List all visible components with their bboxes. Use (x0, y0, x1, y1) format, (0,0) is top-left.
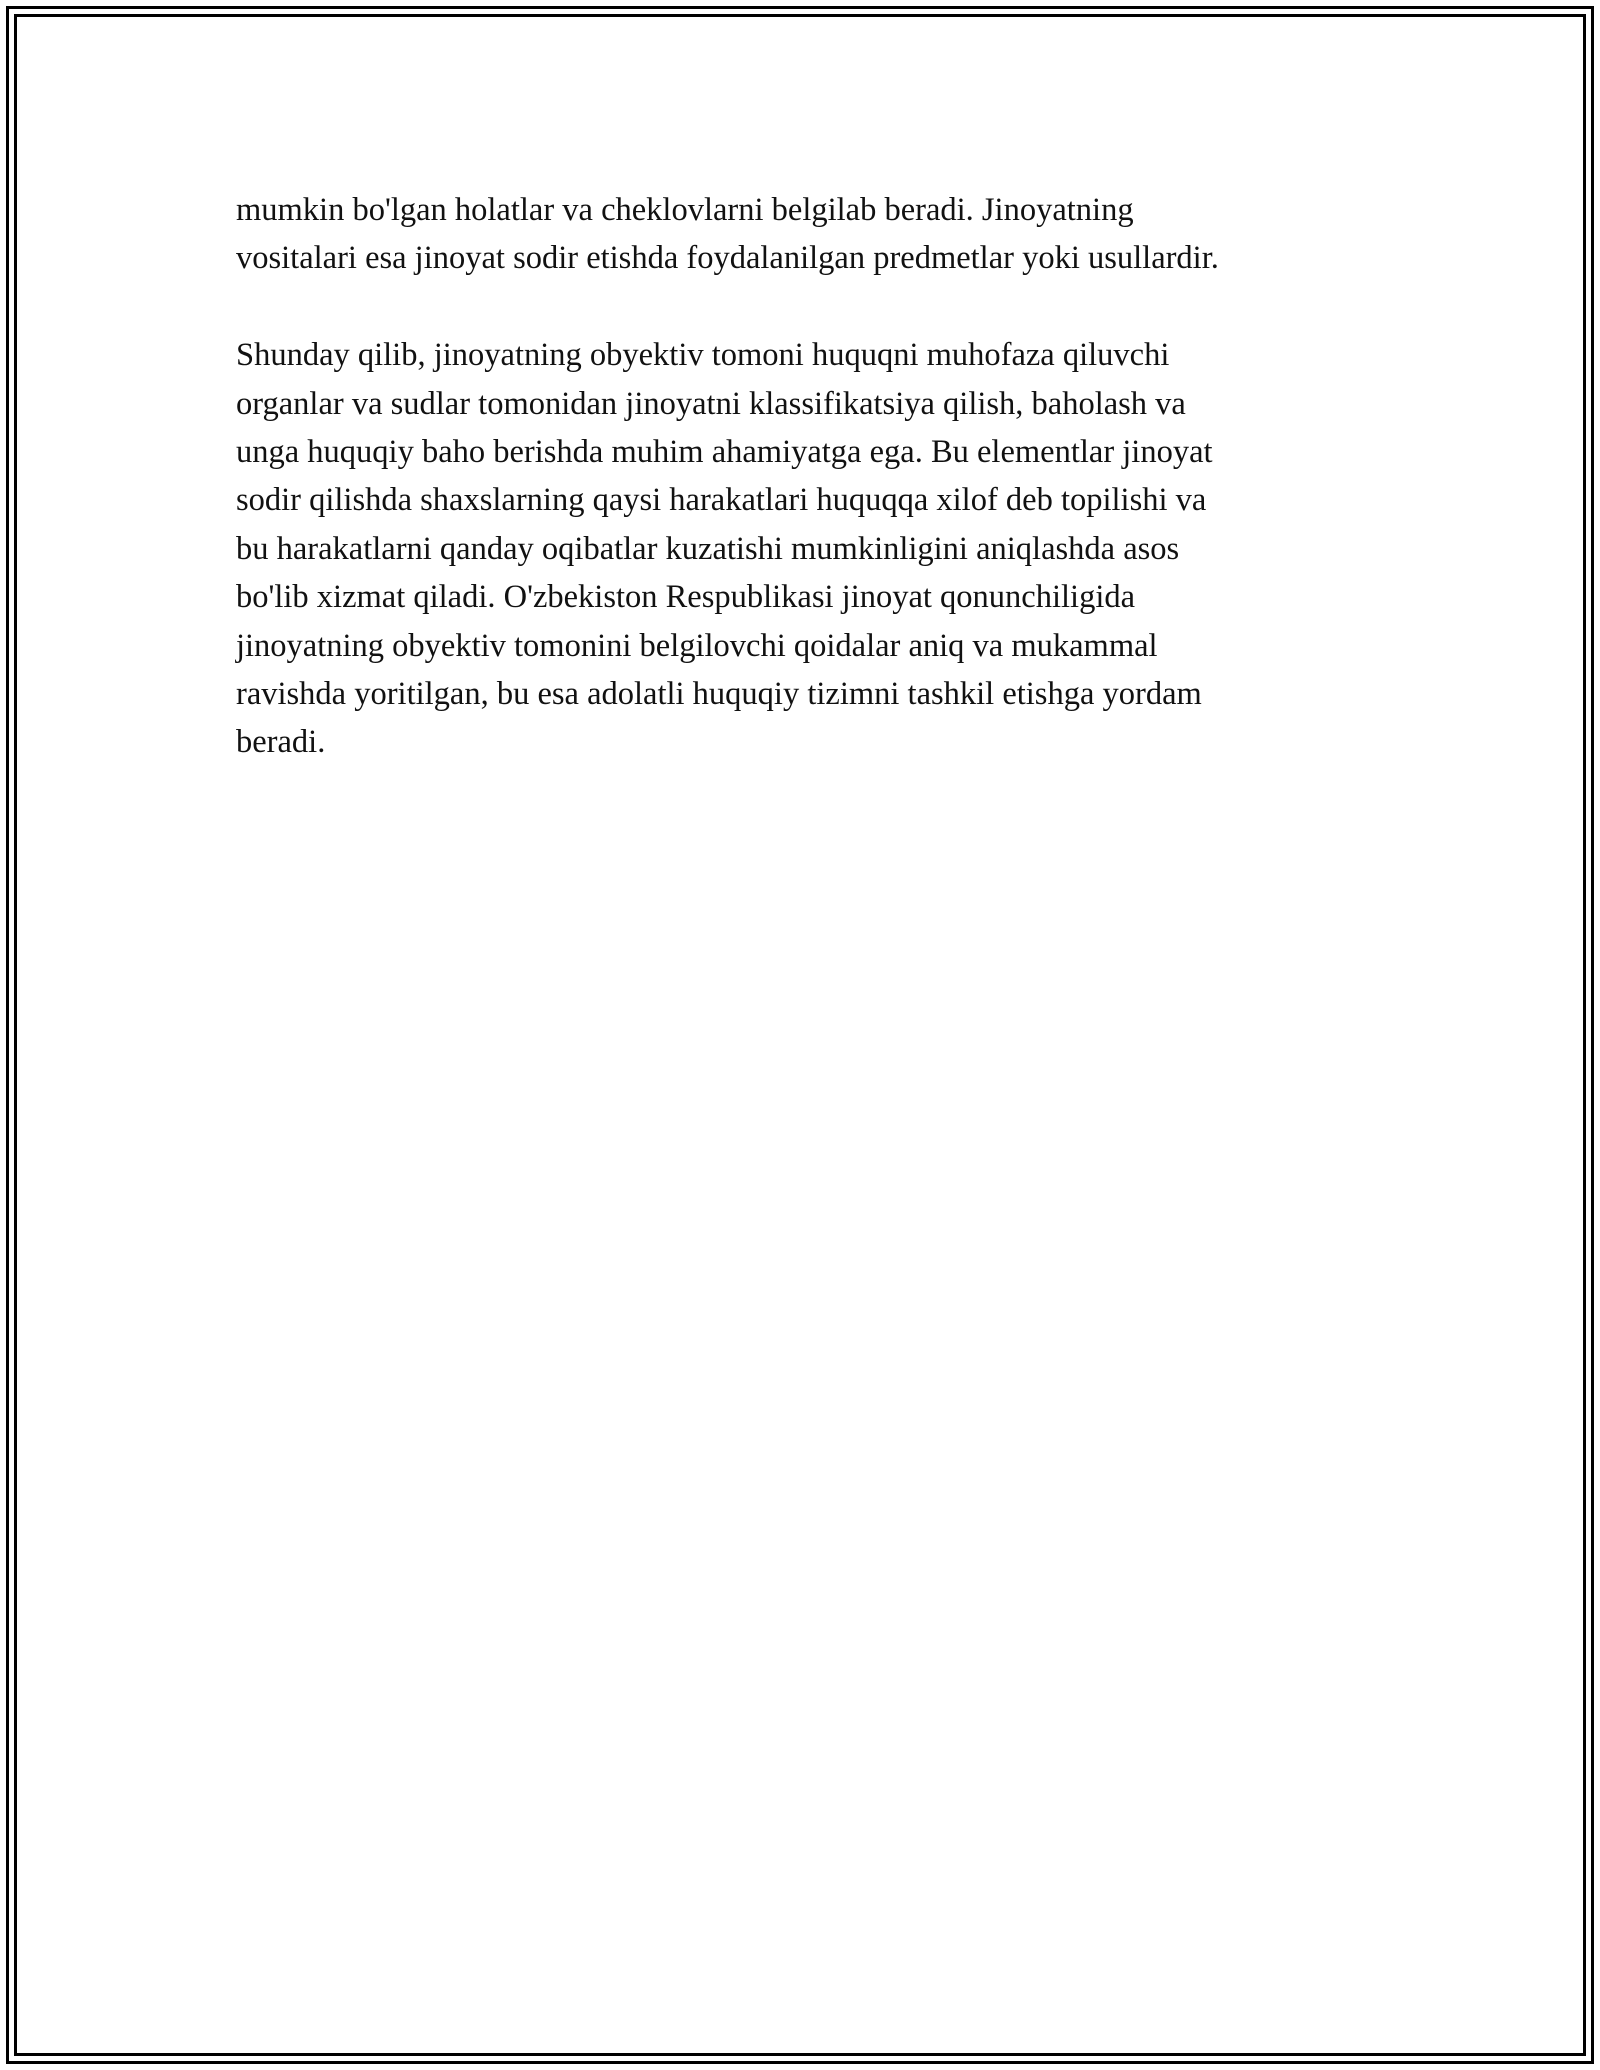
document-body (236, 186, 1366, 767)
paragraph-continuation: mumkin bo'lgan holatlar va cheklovlarni belgilab beradi. Jinoyatning vositalari esa jinoyat sodir etishda foydalanilgan predmetlar yoki usullardir. (236, 192, 1219, 277)
paragraph-conclusion: Shunday qilib, jinoyatning obyektiv tomoni huquqni muhofaza qiluvchi organlar va sudlar tomonidan jinoyatni klassifikatsiya qilish, baholash va unga huquqiy baho berishda muhim ahamiyatga ega. Bu elementlar jinoyat sodir qilishda shaxslarning qaysi harakatlari huquqqa xilof deb topilishi va bu harakatlarni qanday oqibatlar kuzatishi mumkinligini aniqlashda asos bo'lib xizmat qiladi. O'zbekiston Respublikasi jinoyat qonunchiligida jinoyatning obyektiv tomonini belgilovchi qoidalar aniq va mukammal ravishda yoritilgan, bu esa adolatli huquqiy tizimni tashkil etishga yordam beradi. (236, 337, 1213, 761)
